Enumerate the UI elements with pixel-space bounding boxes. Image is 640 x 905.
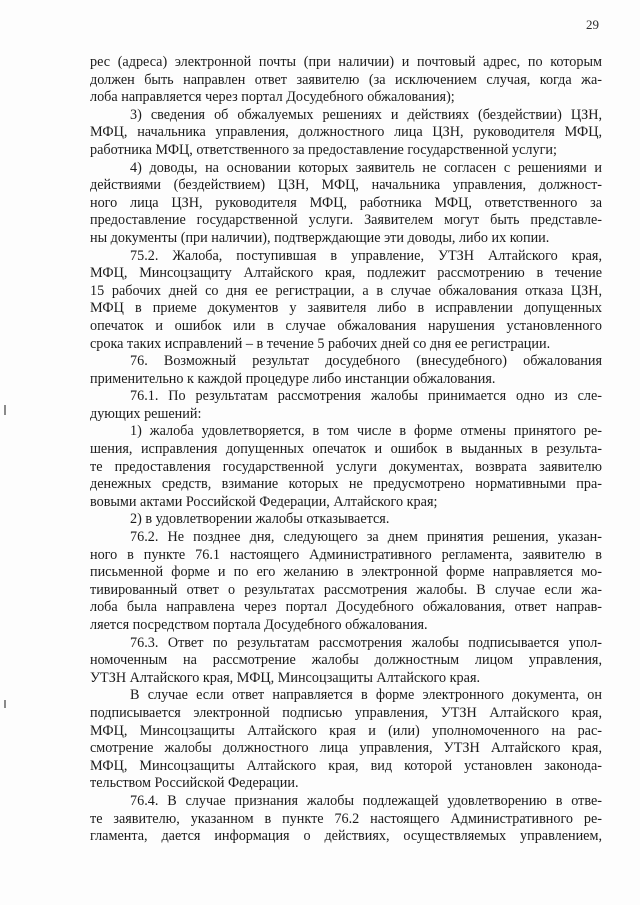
- text-line: смотрение жалобы должностного лица управления, УТЗН Алтайского края,: [90, 740, 602, 757]
- text-line: тельством Российской Федерации.: [90, 775, 299, 792]
- text-line: 3) сведения об обжалуемых решениях и действиях (бездействии) ЦЗН,: [130, 106, 602, 123]
- text-line: МФЦ, Минсоцзащиту Алтайского края, подлежит рассмотрению в течение: [90, 265, 602, 282]
- text-line: УТЗН Алтайского края, МФЦ, Минсоцзащиты Алтайского края.: [90, 669, 481, 686]
- text-line: те заявителю, указанном в пункте 76.2 настоящего Административного ре-: [90, 810, 602, 827]
- text-line: ного лица ЦЗН, руководителя МФЦ, работника МФЦ, ответственного за: [90, 194, 602, 211]
- document-text-body: [90, 54, 602, 846]
- text-line: тивированный ответ о результатах рассмотрения жалобы. В случае если жа-: [90, 581, 602, 598]
- text-line: письменной форме и по его желанию в электронной форме направляется мо-: [90, 564, 602, 581]
- text-line: МФЦ, Минсоцзащиты Алтайского края, вид которой установлен законода-: [90, 757, 602, 774]
- text-line: В случае если ответ направляется в форме электронного документа, он: [130, 687, 602, 704]
- text-line: подписывается электронной подписью управления, УТЗН Алтайского края,: [90, 704, 602, 721]
- text-line: гламента, дается информация о действиях, осуществляемых управлением,: [90, 828, 602, 845]
- text-line: номоченным на рассмотрение жалобы должностным лицом управления,: [90, 652, 602, 669]
- text-line: те предоставления государственной услуги документах, возврата заявителю: [90, 458, 602, 475]
- scan-margin-mark: [4, 700, 6, 708]
- text-line: шения, исправления допущенных опечаток и ошибок в выданных в результа-: [90, 441, 602, 458]
- text-line: должен быть направлен ответ заявителю (за исключением случая, когда жа-: [90, 71, 602, 88]
- text-line: 75.2. Жалоба, поступившая в управление, УТЗН Алтайского края,: [130, 247, 602, 264]
- text-line: 1) жалоба удовлетворяется, в том числе в форме отмены принятого ре-: [130, 423, 602, 440]
- text-line: 15 рабочих дней со дня ее регистрации, а в случае обжалования отказа ЦЗН,: [90, 282, 602, 299]
- text-line: 76. Возможный результат досудебного (внесудебного) обжалования: [130, 353, 602, 370]
- text-line: МФЦ, Минсоцзащиты Алтайского края и (или) уполномоченного на рас-: [90, 722, 602, 739]
- text-line: лоба направляется через портал Досудебного обжалования);: [90, 89, 455, 106]
- text-line: работника МФЦ, ответственного за предоставление государственной услуги;: [90, 141, 557, 158]
- text-line: дующих решений:: [90, 405, 202, 422]
- text-line: рес (адреса) электронной почты (при наличии) и почтовый адрес, по которым: [90, 54, 602, 70]
- text-line: 76.4. В случае признания жалобы подлежащей удовлетворению в отве-: [130, 792, 602, 809]
- text-line: 76.1. По результатам рассмотрения жалобы принимается одно из сле-: [130, 388, 602, 405]
- text-line: 2) в удовлетворении жалобы отказывается.: [130, 511, 390, 528]
- text-line: предоставление государственной услуги. Заявителем могут быть представле-: [90, 212, 602, 229]
- text-line: вовыми актами Российской Федерации, Алтайского края;: [90, 493, 438, 510]
- page-number: 29: [586, 17, 599, 32]
- scan-margin-mark: [4, 405, 6, 415]
- text-line: ного в пункте 76.1 настоящего Административного регламента, заявителю в: [90, 546, 602, 563]
- text-line: лоба была направлена через портал Досудебного обжалования, ответ направ-: [90, 599, 602, 616]
- text-line: денежных средств, взимание которых не предусмотрено нормативными пра-: [90, 476, 602, 493]
- text-line: ляется посредством портала Досудебного обжалования.: [90, 617, 428, 633]
- text-line: 4) доводы, на основании которых заявитель не согласен с решениями и: [130, 159, 602, 176]
- text-line: 76.2. Не позднее дня, следующего за днем принятия решения, указан-: [130, 529, 602, 546]
- text-line: применительно к каждой процедуре либо инстанции обжалования.: [90, 370, 496, 387]
- text-line: ны документы (при наличии), подтверждающие эти доводы, либо их копии.: [90, 229, 550, 246]
- text-line: действиями (бездействием) ЦЗН, МФЦ, начальника управления, должност-: [90, 177, 602, 194]
- text-line: 76.3. Ответ по результатам рассмотрения жалобы подписывается упол-: [130, 634, 602, 651]
- text-line: МФЦ, начальника управления, должностного лица ЦЗН, руководителя МФЦ,: [90, 124, 602, 141]
- text-line: МФЦ в приеме документов у заявителя либо в исправлении допущенных: [90, 300, 602, 317]
- text-line: опечаток и ошибок или в случае обжалования нарушения установленного: [90, 317, 602, 334]
- text-line: срока таких исправлений – в течение 5 рабочих дней со дня ее регистрации.: [90, 335, 551, 352]
